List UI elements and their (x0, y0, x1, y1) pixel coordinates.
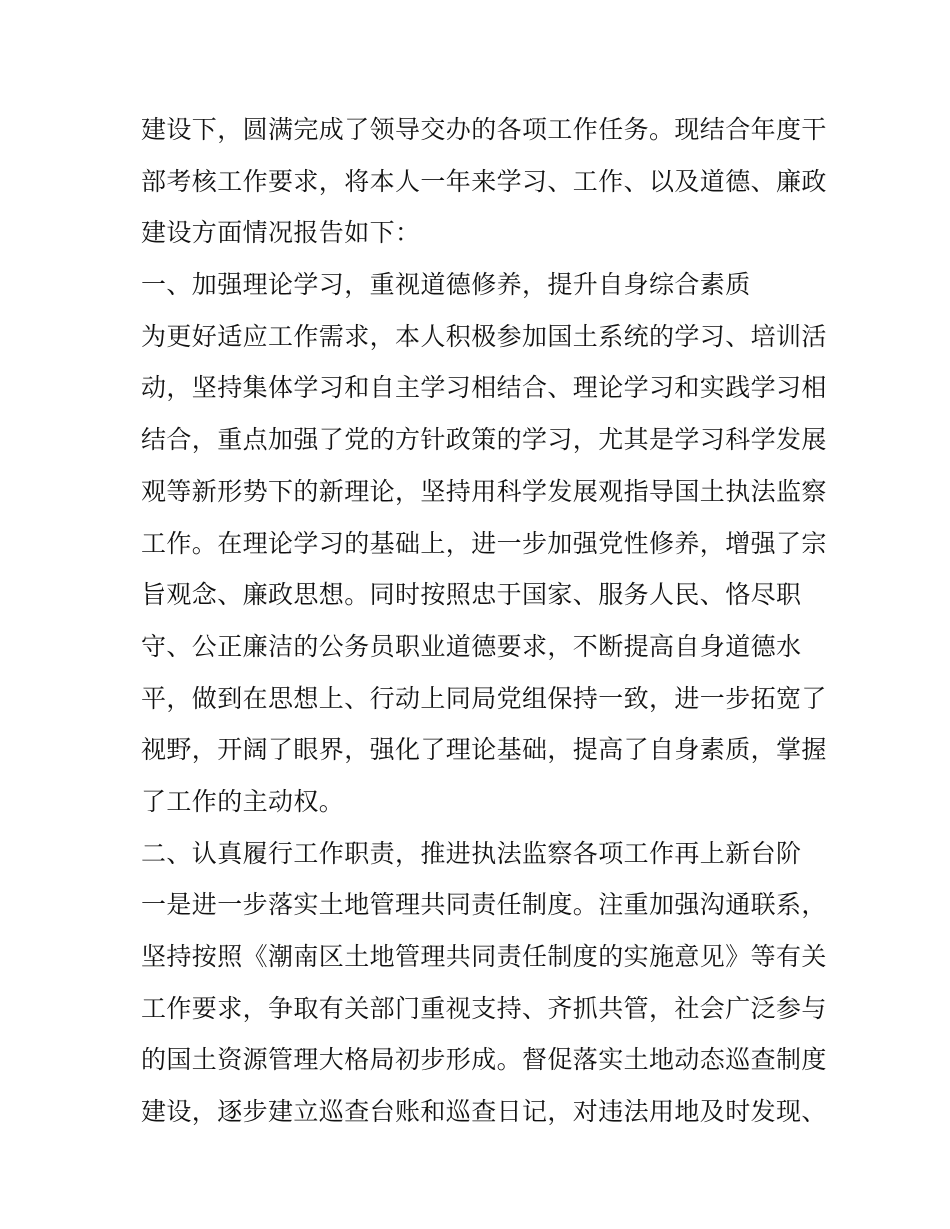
text-line-17: 坚持按照《潮南区土地管理共同责任制度的实施意见》等有关 (141, 942, 827, 971)
text-line-7: 结合，重点加强了党的方针政策的学习，尤其是学习科学发展 (141, 425, 827, 455)
section-heading-2: 二、认真履行工作职责，推进执法监察各项工作再上新台阶 (141, 838, 802, 868)
text-line-2: 部考核工作要求，将本人一年来学习、工作、以及道德、廉政 (141, 166, 827, 196)
text-line-16: 一是进一步落实土地管理共同责任制度。注重加强沟通联系， (141, 890, 827, 920)
text-line-20: 建设，逐步建立巡查台账和巡查日记，对违法用地及时发现、 (141, 1097, 827, 1127)
section-heading-1: 一、加强理论学习，重视道德修养，提升自身综合素质 (141, 270, 751, 300)
text-line-11: 守、公正廉洁的公务员职业道德要求，不断提高自身道德水 (141, 631, 802, 661)
text-line-18: 工作要求，争取有关部门重视支持、齐抓共管，社会广泛参与 (141, 993, 827, 1023)
text-line-10: 旨观念、廉政思想。同时按照忠于国家、服务人民、恪尽职 (141, 580, 802, 610)
text-line-14: 了工作的主动权。 (141, 786, 345, 816)
text-line-6: 动，坚持集体学习和自主学习相结合、理论学习和实践学习相 (141, 373, 827, 403)
text-line-13: 视野，开阔了眼界，强化了理论基础，提高了自身素质，掌握 (141, 735, 827, 765)
text-line-19: 的国土资源管理大格局初步形成。督促落实土地动态巡查制度 (141, 1045, 827, 1075)
document-body (141, 104, 827, 1138)
text-line-12: 平，做到在思想上、行动上同局党组保持一致，进一步拓宽了 (141, 683, 827, 713)
text-line-8: 观等新形势下的新理论，坚持用科学发展观指导国土执法监察 (141, 476, 827, 506)
text-line-3: 建设方面情况报告如下： (141, 218, 421, 248)
text-line-1: 建设下，圆满完成了领导交办的各项工作任务。现结合年度干 (141, 115, 827, 144)
text-line-9: 工作。在理论学习的基础上，进一步加强党性修养，增强了宗 (141, 528, 827, 558)
text-line-5: 为更好适应工作需求，本人积极参加国土系统的学习、培训活 (141, 321, 827, 351)
